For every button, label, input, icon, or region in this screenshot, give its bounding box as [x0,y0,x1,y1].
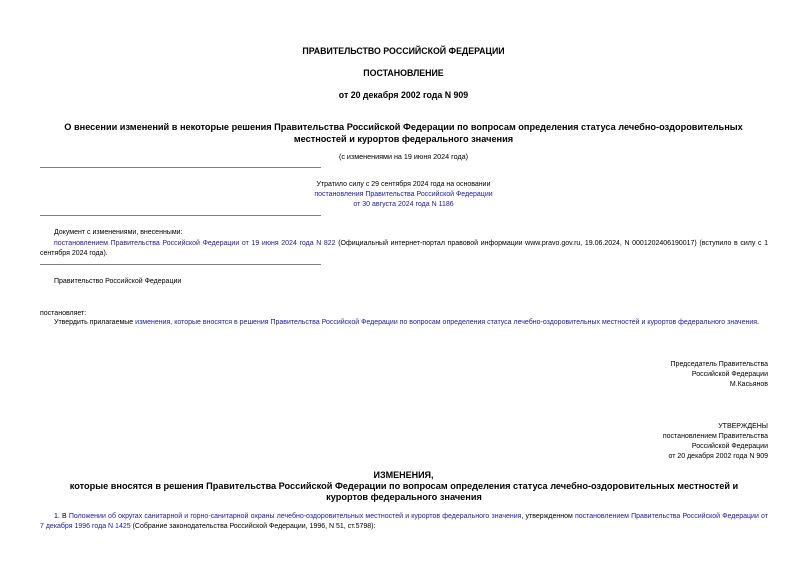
item-1-suffix: (Собрание законодательства Российской Федерации, 1996, N 51, ст.5798): [130,523,376,530]
item-1 [40,512,768,532]
expired-link-line2[interactable]: от 30 августа 2024 года N 1186 [353,201,454,208]
item-1-mid: , утвержденном [521,513,575,520]
resolves: постановляет: [40,310,87,317]
government-heading: ПРАВИТЕЛЬСТВО РОССИЙСКОЙ ФЕДЕРАЦИИ [302,46,505,56]
expired-line: Утратило силу с 29 сентября 2024 года на основании [316,181,491,188]
amending-decree-link[interactable]: постановлением Правительства Российской Федерации от 19 июня 2024 года N 822 [54,240,336,247]
amended-intro: Документ с изменениями, внесенными: [54,229,183,236]
changes-subheading: которые вносятся в решения Правительства Российской Федерации по вопросам определения статуса лечебно-оздоровительных местностей и курортов федерального значения [69,481,739,502]
approved-org: Российской Федерации [691,443,768,450]
item-1-prefix: 1. В [54,513,69,520]
document-type: ПОСТАНОВЛЕНИЕ [363,68,444,78]
changes-note: (с изменениями на 19 июня 2024 года) [338,152,469,161]
document-date-number: от 20 декабря 2002 года N 909 [338,90,469,100]
signature-name: М.Касьянов [729,381,768,388]
document-title: О внесении изменений в некоторые решения Правительства Российской Федерации по вопросам определения статуса лечебно-оздоровительных местностей и курортов федерального значения [64,122,743,144]
divider [40,264,321,265]
divider [40,167,321,168]
issuer: Правительство Российской Федерации [54,278,182,285]
approved-by: постановлением Правительства [662,433,768,440]
approve-paragraph [40,318,768,328]
decree-1425-link[interactable]: постановлением Правительства Российской Федерации от 7 декабря 1996 года N 1425 [40,513,768,530]
approve-suffix: . [757,319,759,326]
approved-label: УТВЕРЖДЕНЫ [718,423,768,430]
divider [40,215,321,216]
amended-paragraph [40,239,768,259]
signature-org: Российской Федерации [691,371,768,378]
approve-prefix: Утвердить прилагаемые [54,319,136,326]
approved-changes-link[interactable]: изменения, которые вносятся в решения Правительства Российской Федерации по вопросам определения статуса лечебно-оздоровительных местностей и курортов федерального значения [135,319,758,326]
changes-heading: ИЗМЕНЕНИЯ, [373,470,434,480]
signature-title: Председатель Правительства [670,361,768,368]
amended-details: (Официальный интернет-портал правовой информации www.pravo.gov.ru, 19.06.2024, N 0001202406190017) (вступило в силу с 1 сентября 2024 года). [40,240,769,257]
expired-link-line1[interactable]: постановления Правительства Российской Федерации [314,191,493,198]
approved-date: от 20 декабря 2002 года N 909 [668,453,768,460]
regulation-link[interactable]: Положении об округах санитарной и горно-санитарной охраны лечебно-оздоровительных местностей и курортов федерального значения [68,513,522,520]
